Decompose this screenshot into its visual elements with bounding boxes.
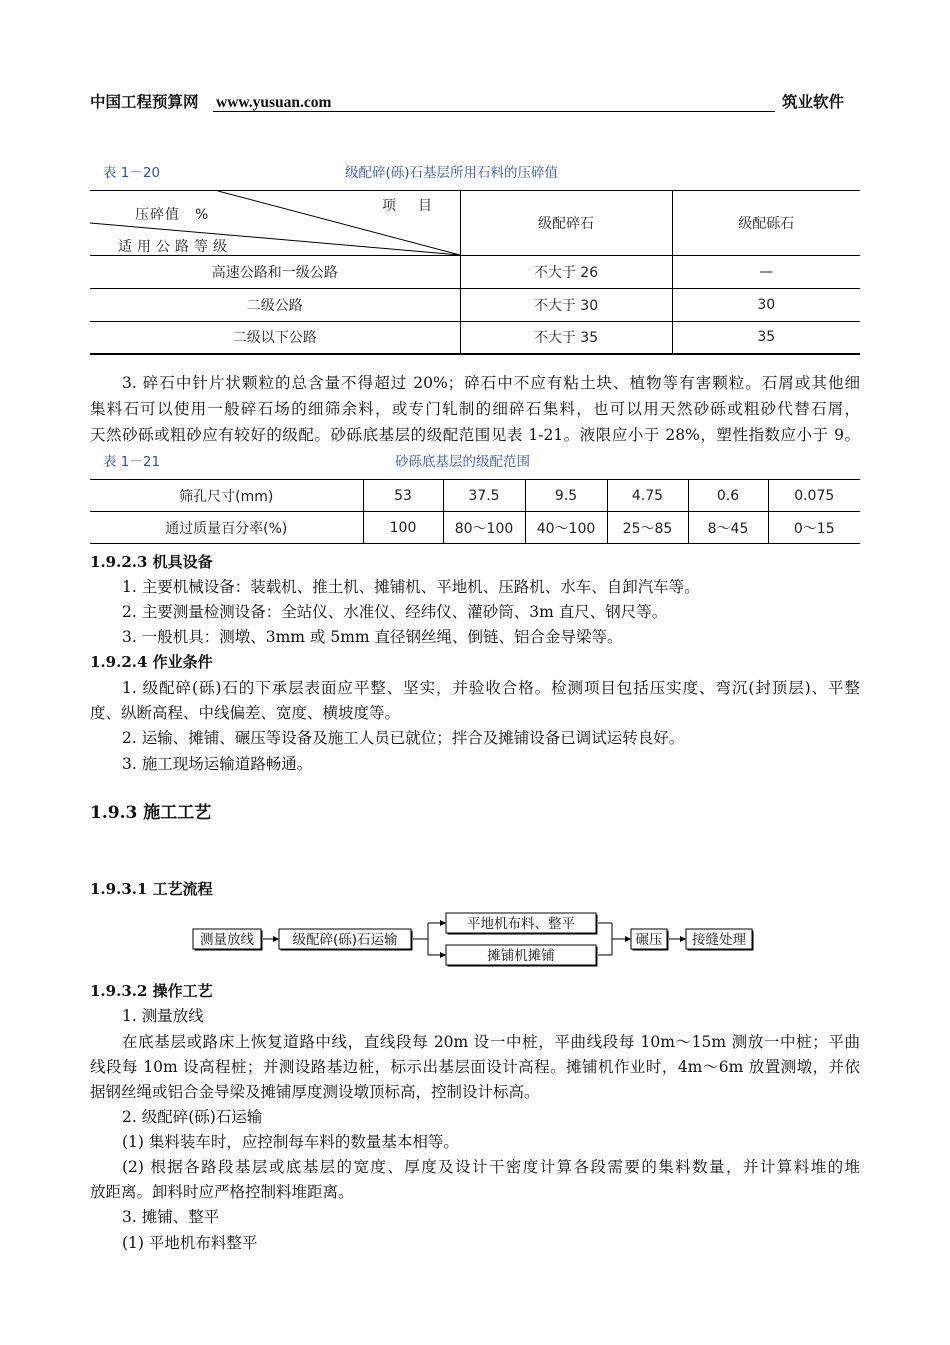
row-label-passing-percent: 通过质量百分率(%) [90, 512, 363, 544]
cell-sieve-size: 0.6 [688, 480, 768, 512]
cell-road-class: 二级公路 [90, 289, 460, 322]
table-header-row [90, 191, 860, 256]
cell-gravel: 30 [672, 289, 860, 322]
table-1-21 [90, 479, 860, 544]
cell-gravel: 35 [757, 329, 776, 346]
header-underline [213, 111, 775, 112]
cell-sieve-size: 37.5 [443, 480, 525, 512]
cell-sieve-size: 9.5 [525, 480, 607, 512]
cell-crushed-stone: 不大于 35 [460, 322, 672, 354]
flow-label-survey: 测量放线 [200, 932, 254, 948]
cell-road-class: 二级以下公路 [90, 322, 460, 354]
table-row [90, 256, 860, 289]
cell-sieve-size: 4.75 [607, 480, 688, 512]
arrow-head-icon [273, 936, 279, 942]
cell-passing-percent: 80～100 [443, 512, 525, 544]
table-1-20 [90, 190, 860, 355]
column-header-crushed-stone: 级配碎石 [460, 191, 672, 256]
table-1-21-number: 表 1－21 [103, 454, 161, 470]
heading-1-9-3: 1.9.3 施工工艺 [90, 803, 212, 823]
column-header-gravel: 级配砾石 [672, 191, 860, 256]
table-1-20-number: 表 1－20 [103, 165, 161, 181]
table-row [90, 322, 860, 354]
table-row-sieve-size [90, 480, 860, 512]
table-1-21-title: 砂砾底基层的级配范围 [395, 454, 530, 470]
flow-label-transport: 级配碎(砾)石运输 [292, 932, 398, 948]
paragraph-line: 集料石可以使用一般碎石场的细筛余料，或专门轧制的细碎石集料，也可以用天然砂砾或粗砂代替石屑， [90, 400, 860, 418]
flow-label-grader: 平地机布料、整平 [467, 916, 575, 932]
table-row-passing-percent [90, 512, 860, 544]
paragraph-line: 3. 碎石中针片状颗粒的总含量不得超过 20%；碎石中不应有粘土块、植物等有害颗粒。石屑或其他细 [122, 374, 860, 392]
heading-1-9-2-4: 1.9.2.4 作业条件 [90, 653, 213, 671]
list-item: 1. 测量放线 [122, 1007, 204, 1025]
cell-passing-percent: 0～15 [793, 520, 835, 537]
paragraph-line: 线段每 10m 设高程桩；并测设路基边桩，标示出基层面设计高程。摊铺机作业时，4m～6m 放置测墩，并依 [90, 1058, 860, 1076]
cell-gravel: — [672, 256, 860, 289]
heading-1-9-2-3: 1.9.2.3 机具设备 [90, 553, 213, 571]
paragraph-line: 1. 级配碎(砾)石的下承层表面应平整、坚实，并验收合格。检测项目包括压实度、弯沉(封顶层)、平整 [122, 679, 860, 697]
header-site-url[interactable]: www.yusuan.com [216, 94, 332, 111]
header-site-name: 中国工程预算网 [90, 94, 199, 111]
table-row [90, 289, 860, 322]
cell-crushed-stone: 不大于 30 [460, 289, 672, 322]
row-label-sieve-size: 筛孔尺寸(mm) [90, 480, 363, 512]
flow-label-roll: 碾压 [635, 932, 663, 948]
paragraph-line: 天然砂砾或粗砂应有较好的级配。砂砾底基层的级配范围见表 1-21。液限应小于 28%，塑性指数应小于 9。 [90, 426, 860, 444]
heading-1-9-3-2: 1.9.3.2 操作工艺 [90, 982, 213, 1000]
paragraph-line: 放距离。卸料时应严格控制料堆距离。 [90, 1183, 354, 1201]
cell-passing-percent: 40～100 [525, 512, 607, 544]
paragraph-line: 据钢丝绳或铝合金导梁及摊铺厚度测设墩顶标高，控制设计标高。 [90, 1083, 540, 1101]
list-item: 2. 级配碎(砾)石运输 [122, 1108, 263, 1126]
list-item: 2. 运输、摊铺、碾压等设备及施工人员已就位；拌合及摊铺设备已调试运转良好。 [122, 729, 685, 747]
flow-label-joint: 接缝处理 [692, 932, 746, 948]
paragraph-line: (2) 根据各路段基层或底基层的宽度、厚度及设计干密度计算各段需要的集料数量，并计算料堆的堆 [122, 1158, 860, 1176]
flow-label-paver: 摊铺机摊铺 [487, 948, 555, 964]
arrow-head-icon [625, 936, 631, 942]
process-flow-diagram [180, 905, 770, 975]
paragraph-line: 度、纵断高程、中线偏差、宽度、横坡度等。 [90, 704, 401, 722]
cell-road-class: 高速公路和一级公路 [90, 256, 460, 289]
arrow-head-icon [440, 952, 446, 958]
diag-label-crush-value: 压碎值 % [135, 207, 210, 223]
list-item: 3. 施工现场运输道路畅通。 [122, 755, 313, 773]
diagonal-header-cell [90, 191, 460, 256]
arrow-head-icon [440, 920, 446, 926]
table-1-20-title: 级配碎(砾)石基层所用石料的压碎值 [345, 165, 559, 181]
list-item: 1. 主要机械设备：装载机、推土机、摊铺机、平地机、压路机、水车、自卸汽车等。 [122, 578, 700, 596]
cell-sieve-size: 53 [363, 480, 443, 512]
list-item: 3. 一般机具：测墩、3mm 或 5mm 直径钢丝绳、倒链、铝合金导梁等。 [122, 628, 623, 646]
cell-passing-percent: 25～85 [607, 512, 688, 544]
heading-1-9-3-1: 1.9.3.1 工艺流程 [90, 880, 213, 898]
cell-crushed-stone: 不大于 26 [460, 256, 672, 289]
arrow-head-icon [680, 936, 686, 942]
diag-label-item: 项 目 [382, 198, 436, 214]
list-item: 2. 主要测量检测设备：全站仪、水准仪、经纬仪、灌砂筒、3m 直尺、钢尺等。 [122, 603, 668, 621]
list-item: 3. 摊铺、整平 [122, 1208, 220, 1226]
cell-passing-percent: 100 [363, 512, 443, 544]
paragraph-line: 在底基层或路床上恢复道路中线，直线段每 20m 设一中桩，平曲线段每 10m～15m 测放一中桩；平曲 [122, 1033, 860, 1051]
cell-passing-percent: 8～45 [688, 512, 768, 544]
list-item: (1) 集料装车时，应控制每车料的数量基本相等。 [122, 1133, 459, 1151]
cell-sieve-size: 0.075 [768, 480, 860, 512]
header-brand: 筑业软件 [782, 94, 845, 111]
diag-label-road-class: 适用公路等级 [118, 239, 232, 255]
list-item: (1) 平地机布料整平 [122, 1234, 258, 1252]
